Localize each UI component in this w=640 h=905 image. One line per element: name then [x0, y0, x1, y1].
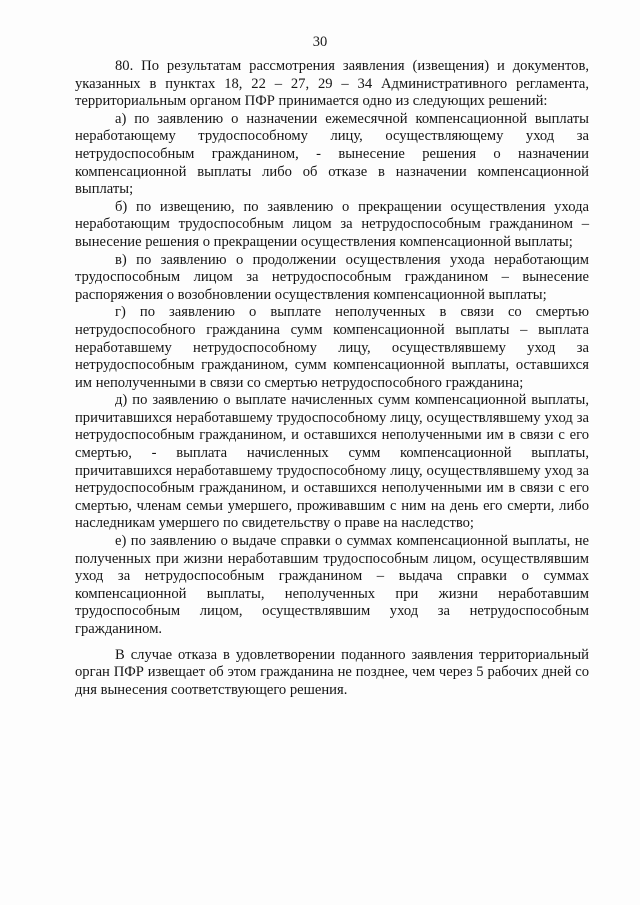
paragraph-item-d: д) по заявлению о выплате начисленных сумм компенсационной выплаты, причитавшихся неработавшему трудоспособному лицу, осуществлявшему уход за нетрудоспособным гражданином, и оставшихся неполученными им в связи с его смертью, - выплата начисленных сумм компенсационной выплаты, причитавшихся неработавшему трудоспособному лицу, осуществлявшему уход за нетрудоспособным гражданином, и оставшихся неполученными им в связи с его смертью, членам семьи умершего, проживавшим с ним на день его смерти, либо наследникам умершего по свидетельству о праве на наследство; [75, 392, 589, 532]
paragraph-80: 80. По результатам рассмотрения заявления (извещения) и документов, указанных в пунктах 18, 22 – 27, 29 – 34 Административного регламента, территориальным органом ПФР принимается одно из следующих решений: [75, 58, 589, 110]
page-number: 30 [312, 34, 328, 50]
paragraph-item-v: в) по заявлению о продолжении осуществления ухода неработающим трудоспособным лицом за нетрудоспособным гражданином – вынесение распоряжения о возобновлении осуществления компенсационной выплаты; [75, 251, 589, 303]
paragraph-item-g: г) по заявлению о выплате неполученных в связи со смертью нетрудоспособного гражданина сумм компенсационной выплаты – выплата неработавшему нетрудоспособному лицу, осуществлявшему уход за нетрудоспособным гражданином, сумм компенсационной выплаты, оставшихся им неполученными в связи со смертью нетрудоспособного гражданина; [75, 304, 589, 391]
paragraph-refusal-notice: В случае отказа в удовлетворении поданного заявления территориальный орган ПФР извещает об этом гражданина не позднее, чем через 5 рабочих дней со дня вынесения соответствующего решения. [75, 646, 589, 698]
paragraph-item-a: а) по заявлению о назначении ежемесячной компенсационной выплаты неработающему трудоспособному лицу, осуществляющему уход за нетрудоспособным гражданином, - вынесение решения о назначении компенсационной выплаты либо об отказе в назначении компенсационной выплаты; [75, 110, 589, 198]
document-body [75, 58, 589, 699]
paragraph-item-b: б) по извещению, по заявлению о прекращении осуществления ухода неработающим трудоспособным лицом за нетрудоспособным гражданином – вынесение решения о прекращении осуществления компенсационной выплаты; [75, 198, 589, 250]
paragraph-item-e: е) по заявлению о выдаче справки о суммах компенсационной выплаты, не полученных при жизни неработавшим трудоспособным лицом, осуществлявшим уход за нетрудоспособным гражданином – выдача справки о суммах компенсационной выплаты, неполученных при жизни неработавшим трудоспособным лицом, осуществлявшим уход за нетрудоспособным гражданином. [75, 533, 589, 637]
